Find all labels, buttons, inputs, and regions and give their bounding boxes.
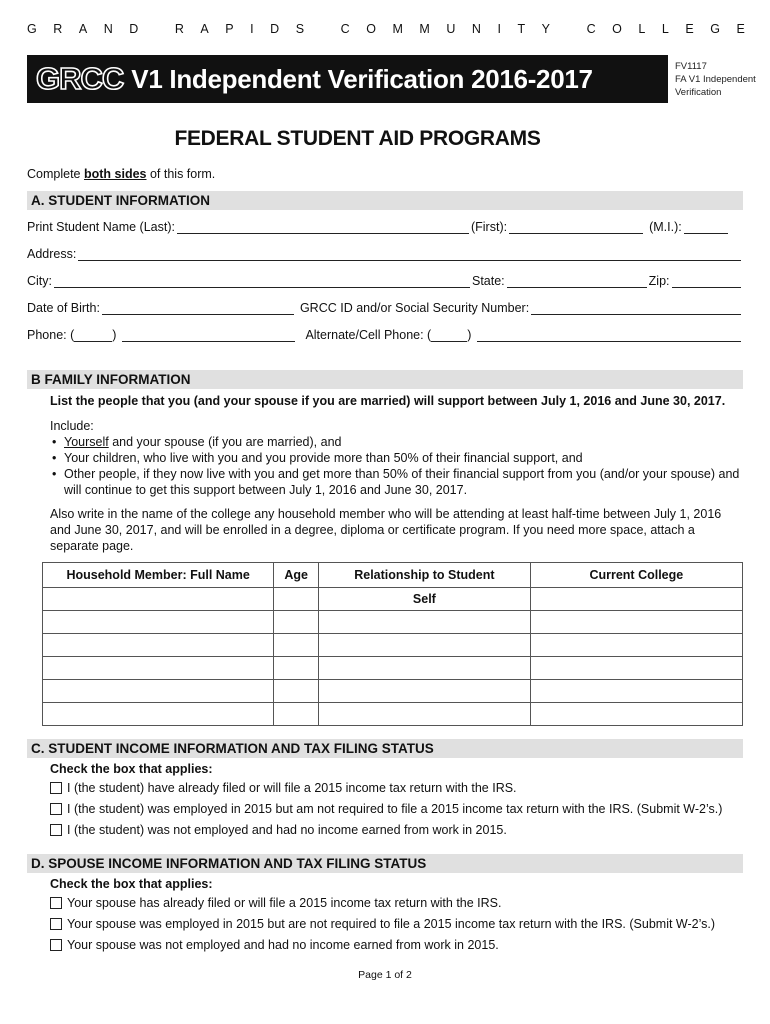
college-letter: D (270, 22, 280, 36)
phone-field[interactable] (122, 329, 295, 342)
state-label: State: (472, 274, 505, 288)
include-block (50, 418, 740, 498)
college-letter: I (250, 22, 254, 36)
form-title: V1 Independent Verification 2016-2017 (131, 63, 593, 94)
college-letter: C (586, 22, 596, 36)
table-row (43, 657, 743, 680)
spouse-income-option (50, 896, 502, 910)
table-row (43, 634, 743, 657)
also-note: Also write in the name of the college any household member who will be attending at least half-time between July 1, 2016 and June 30, 2017, and will be enrolled in a degree, diploma or certificate program. If you need more space, attach a separate page. (50, 507, 722, 553)
form-code (675, 60, 756, 99)
table-cell[interactable] (43, 634, 274, 657)
address-label: Address: (27, 247, 77, 261)
checkbox-label: Your spouse has already filed or will file a 2015 income tax return with the IRS. (67, 896, 502, 910)
household-table (42, 562, 743, 726)
column-header: Relationship to Student (319, 563, 531, 588)
column-header: Current College (530, 563, 742, 588)
alt-phone-area-field[interactable] (431, 329, 467, 342)
checkbox-label: I (the student) have already filed or will file a 2015 income tax return with the IRS. (67, 781, 517, 795)
alt-phone-label: Alternate/Cell Phone: ( (305, 328, 432, 342)
checkbox-label: Your spouse was employed in 2015 but are not required to file a 2015 income tax return with the IRS. (Submit W-2’s.) (67, 917, 716, 931)
table-cell[interactable] (530, 680, 742, 703)
table-cell[interactable] (43, 588, 274, 611)
college-letter: L (638, 22, 646, 36)
table-cell[interactable] (274, 611, 319, 634)
section-d-heading: D. SPOUSE INCOME INFORMATION AND TAX FILING STATUS (27, 854, 743, 873)
table-cell[interactable] (43, 611, 274, 634)
checkbox-label: I (the student) was not employed and had no income earned from work in 2015. (67, 823, 507, 837)
spouse-income-option (50, 917, 715, 931)
form-code-type: Verification (675, 87, 722, 98)
college-letter: O (612, 22, 622, 36)
college-letter: G (710, 22, 720, 36)
student-income-option (50, 802, 722, 816)
college-letter: L (661, 22, 669, 36)
table-row (43, 611, 743, 634)
college-letter: T (517, 22, 526, 36)
college-letter: S (295, 22, 305, 36)
mi-field[interactable] (684, 221, 728, 234)
checkbox-label: I (the student) was employed in 2015 but am not required to file a 2015 income tax return with the IRS. (Submit W-2’s.) (67, 802, 723, 816)
college-letter: M (392, 22, 403, 36)
college-name (27, 22, 745, 36)
table-cell[interactable] (274, 588, 319, 611)
student-income-option (50, 823, 507, 837)
spouse-income-option (50, 938, 499, 952)
column-header: Age (274, 563, 319, 588)
zip-label: Zip: (648, 274, 670, 288)
form-header-bar (27, 55, 668, 103)
first-name-field[interactable] (509, 221, 643, 234)
zip-field[interactable] (672, 275, 741, 288)
table-cell[interactable] (319, 680, 531, 703)
section-a-heading: A. STUDENT INFORMATION (27, 191, 743, 210)
college-letter: R (53, 22, 63, 36)
phone-label: Phone: ( (27, 328, 75, 342)
checkbox[interactable] (50, 897, 62, 909)
college-letter: E (685, 22, 694, 36)
list-instruction: List the people that you (and your spouse if you are married) will support between July 1, 2016 and June 30, 2017. (50, 394, 726, 408)
table-cell[interactable] (274, 657, 319, 680)
checkbox[interactable] (50, 824, 62, 836)
table-row (43, 588, 743, 611)
checkbox[interactable] (50, 782, 62, 794)
address-row (27, 247, 743, 261)
checkbox[interactable] (50, 803, 62, 815)
page-number: Page 1 of 2 (358, 969, 412, 981)
college-letter: R (174, 22, 184, 36)
table-cell[interactable] (43, 657, 274, 680)
table-cell[interactable] (319, 657, 531, 680)
table-cell[interactable] (530, 634, 742, 657)
include-item: • Your children, who live with you and you provide more than 50% of their financial support, and (50, 450, 740, 466)
table-cell[interactable] (530, 703, 742, 726)
college-letter: A (78, 22, 88, 36)
page-title: FEDERAL STUDENT AID PROGRAMS (174, 127, 541, 150)
table-row (43, 703, 743, 726)
check-instruction: Check the box that applies: (50, 762, 213, 776)
table-cell[interactable] (530, 611, 742, 634)
college-letter: Y (541, 22, 551, 36)
college-letter: C (340, 22, 350, 36)
table-cell[interactable] (530, 657, 742, 680)
city-label: City: (27, 274, 52, 288)
column-header: Household Member: Full Name (43, 563, 274, 588)
college-letter (155, 22, 158, 36)
college-letter (567, 22, 570, 36)
college-letter: M (419, 22, 430, 36)
table-cell[interactable]: Self (319, 588, 531, 611)
table-cell[interactable] (319, 634, 531, 657)
ssn-field[interactable] (531, 302, 741, 315)
college-letter: I (497, 22, 501, 36)
table-cell[interactable] (43, 680, 274, 703)
mi-label: (M.I.): (649, 220, 682, 234)
grcc-logo: GRCC (36, 61, 124, 96)
check-instruction: Check the box that applies: (50, 877, 213, 891)
checkbox[interactable] (50, 939, 62, 951)
college-letter: U (446, 22, 456, 36)
dob-field[interactable] (102, 302, 294, 315)
dob-label: Date of Birth: (27, 301, 100, 315)
city-field[interactable] (54, 275, 470, 288)
include-item: • Other people, if they now live with you and get more than 50% of their financial support from you (and/or your spouse) and will continue to get this support between July 1, 2016 and June 30, 2017. (50, 466, 740, 498)
state-field[interactable] (507, 275, 647, 288)
college-letter (321, 22, 324, 36)
include-item: • Yourself and your spouse (if you are married), and (50, 434, 740, 450)
college-letter: O (366, 22, 376, 36)
college-letter: E (736, 22, 745, 36)
checkbox-label: Your spouse was not employed and had no income earned from work in 2015. (67, 938, 499, 952)
phone-close: ) (112, 328, 117, 342)
phone-area-field[interactable] (74, 329, 112, 342)
dob-row (27, 301, 743, 315)
address-field[interactable] (78, 248, 741, 261)
college-letter: P (225, 22, 234, 36)
phone-row (27, 328, 743, 342)
table-cell[interactable] (274, 634, 319, 657)
college-letter: G (27, 22, 37, 36)
table-cell[interactable] (530, 588, 742, 611)
table-cell[interactable] (319, 611, 531, 634)
student-name-row (27, 220, 743, 234)
alt-phone-close: ) (467, 328, 472, 342)
table-cell[interactable] (274, 680, 319, 703)
last-name-label: Print Student Name (Last): (27, 220, 175, 234)
table-row (43, 680, 743, 703)
table-cell[interactable] (274, 703, 319, 726)
intro-text: Complete both sides of this form. (27, 167, 216, 181)
section-c-heading: C. STUDENT INCOME INFORMATION AND TAX FILING STATUS (27, 739, 743, 758)
include-list (50, 434, 740, 498)
table-cell[interactable] (43, 703, 274, 726)
table-cell[interactable] (319, 703, 531, 726)
form-code-id: FV1117 (675, 61, 707, 72)
college-letter: D (129, 22, 139, 36)
ssn-label: GRCC ID and/or Social Security Number: (299, 301, 530, 315)
section-b-heading: B FAMILY INFORMATION (27, 370, 743, 389)
city-row (27, 274, 743, 288)
alt-phone-field[interactable] (477, 329, 741, 342)
college-letter: N (103, 22, 113, 36)
student-income-option (50, 781, 517, 795)
college-letter: N (471, 22, 481, 36)
last-name-field[interactable] (177, 221, 469, 234)
first-name-label: (First): (470, 220, 508, 234)
form-code-name: FA V1 Independent (675, 74, 756, 85)
include-label: Include: (50, 419, 94, 433)
checkbox[interactable] (50, 918, 62, 930)
college-letter: A (200, 22, 209, 36)
